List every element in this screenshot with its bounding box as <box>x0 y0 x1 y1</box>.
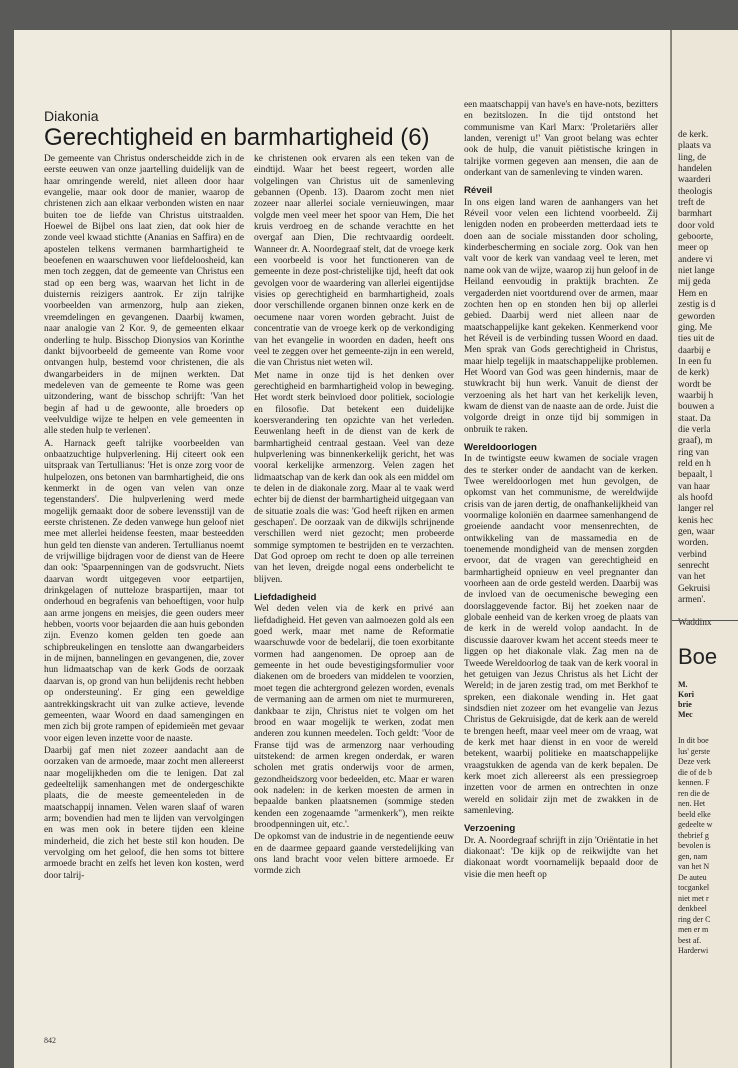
paragraph: een maatschappij van have's en have-nots, bezitters en bezitslozen. In die tijd ontstond het communisme van Karl Marx: 'Proletariërs aller landen, verenigt u!' Van groot belang was echter ook de hulp, die vanuit piëtistische kringen in talrijke vormen gegeven aan mensen, die aan de onderkant van de samenleving te vinden waren. <box>464 100 658 179</box>
text-line: Waddinx <box>678 617 712 628</box>
text-line: M. <box>678 680 688 689</box>
text-line: best af. <box>678 935 702 945</box>
text-line: van het N <box>678 862 710 871</box>
paragraph: In ons eigen land waren de aanhangers van het Réveil voor velen een lichtend voorbeeld. Zij lenigden noden en probeerden metterdaad iets te doen aan de sociale misstanden door scholing, kinderbescherming en sociale zorg. Ook van hen valt voor de kerk van vandaag veel te leren, met name ook van de wijze, waarop zij hun geloof in de Heiland eenvoudig in praktijk brachten. Ze vergaderden niet voortdurend over de armen, maar zochten hen op en stonden hen bij op allerlei gebied. Daarbij werd niet alleen naar de maatschappelijke kant gekeken. Kenmerkend voor het Réveil is de verbinding tussen Woord en daad. Men sprak van Gods gerechtigheid in Christus, maar hielp tegelijk in maatschappelijke problemen. Het Woord van God was geen hindernis, maar de stuwkracht bij hun werk. Vanuit de dienst der verzoening als het hart van het kerkelijk leven, kwam de dienst van de naaste aan de orde. Juist die volgorde dreigt in onze tijd bij sommigen in onbruik te raken. <box>464 197 658 435</box>
text-line: wordt be <box>678 379 712 390</box>
text-line: de kerk. <box>678 130 709 140</box>
paragraph: Wel deden velen via de kerk en privé aan liefdadigheid. Het geven van aalmoezen gold als een goed werk, maar met name de Reformatie waarschuwde voor de bedelarij, die toen exorbitante vormen had aangenomen. De oproep aan de gemeente in het oude bevestigingsformulier voor diakenen om de broeders van middelen te voorzien, moet tegen die achtergrond gelezen worden, evenals de vermaning aan de armen om niet te murmureren, dankbaar te zijn, Christus niet te volgen om het brood en waar mogelijk te werken, zodat men anderen zou kunnen meedelen. Toch geldt: 'Voor de Franse tijd was de armenzorg naar verhouding uitstekend: de armen kregen onderdak, er waren scholen met gratis onderwijs voor de armen, gezondheidszorg voor bedeelden, etc. Maar er waren ook nadelen: in de kerken moesten de armen in bepaalde banken plaatsnemen (sommige steden kenden een zogenaamde "armenkerk"), men reikte broodpenningen uit, etc.'. <box>254 604 454 830</box>
text-line: beeld elke <box>678 809 711 819</box>
text-line: treft de <box>678 198 705 209</box>
text-line: zestig is d <box>678 300 716 311</box>
paragraph: De gemeente van Christus onderscheidde zich in de eerste eeuwen van onze jaartelling duidelijk van de haar omringende wereld, niet alleen door haar evangelie, maar ook door de manier, waarop de christenen zich aan elkaar verbonden wisten en naar buiten toe de liefde van Christus uitstraalden. Hoewel de Bijbel ons laat zien, dat ook hier de zonde veel kwaad stichtte (Ananias en Saffira) en de apostelen telkens vermanen barmhartigheid te beoefenen en waarschuwen voor liefdeloosheid, kan men toch zeggen, dat de gemeente van Christus een stad op een berg was, waarvan het licht in de duisternis reizigers aantrok. Er zijn talrijke voorbeelden van armenzorg, hulp aan zieken, vreemdelingen en gevangenen. Daarbij kwamen, naar analogie van 2 Kor. 9, de gemeenten elkaar onderling te hulp. Bisschop Dionysios van Korinthe dankt bijvoorbeeld de gemeente van Rome voor ontvangen hulp, bestemd voor christenen, die als dwangarbeiders in de mijnen werkten. Dat medeleven van de gemeente te Rome was geen uitzondering, want de bisschop schrijft: 'Van het begin af had u de gewoonte, alle broeders op veelvuldige wijze te helpen en vele gemeenten in alle steden hulp te verlenen'. <box>44 154 244 437</box>
text-line: bevolen is <box>678 841 711 850</box>
text-line: door vold <box>678 220 715 231</box>
section-label: Diakonia <box>44 108 99 124</box>
text-line: Harderwi <box>678 946 709 955</box>
text-line: gedeelte w <box>678 820 713 829</box>
text-line: van haar <box>678 481 711 492</box>
text-line: worden. <box>678 538 709 549</box>
text-line: Mec <box>678 710 693 719</box>
text-line: verbind <box>678 549 707 560</box>
text-line: niet met r <box>678 893 709 903</box>
text-line: gen, waar <box>678 527 715 538</box>
text-line: lus' gerste <box>678 746 710 756</box>
text-line: In dit boe <box>678 736 709 745</box>
text-line: denkbeel <box>678 904 707 913</box>
text-line: theologis <box>678 186 713 197</box>
text-line: van het <box>678 572 706 583</box>
paragraph: A. Harnack geeft talrijke voorbeelden van onbaatzuchtige hulpverlening. Hij citeert ook een uitspraak van Tertullianus: 'Het is onze zorg voor de hulpelozen, ons betonen van barmhartigheid, die ons kenmerkt in de ogen van velen van onze tegenstanders'. Die hulpverlening werd mede mogelijk gemaakt door de sobere levensstijl van de eerste christenen. Ze deden vanwege hun geloof niet mee met allerlei heidense feesten, maar besteedden hun geld ten dienste van anderen. Tertullianus noemt de vrijwillige bijdragen voor de dienst van de Heere dan ook: 'Spaarpenningen van de godsvrucht. Niets daarvan wordt uitgegeven voor eetpartijen, drinkgelagen of nutteloze braspartijen, maar tot onderhoud en begrafenis van behoeftigen, voor hulp aan arme jongens en meisjes, die geen ouders meer hebben, voorts voor bejaarden die aan huis gebonden zijn. Evenzo komen gelden ten goede aan schipbreukelingen en tenslotte aan dwangarbeiders in de mijnen, bannelingen en gevangenen, die, zover hun lidmaatschap van de kerk Gods de oorzaak daarvan is, op grond van hun belijdenis recht hebben op ondersteuning'. Er ging een geweldige aantrekkingskracht uit van zulke actieve, levende gemeenten, waar Woord en daad samengingen en men zich bij grote rampen of epidemieën met gevaar voor eigen leven inzette voor de naaste. <box>44 438 244 744</box>
text-line: waarderi <box>678 175 711 186</box>
text-line: ties uit de <box>678 334 715 345</box>
text-line: waarbij h <box>678 390 714 401</box>
text-line: ring van <box>678 447 709 458</box>
facing-column-text <box>678 130 738 628</box>
text-line: plaats va <box>678 141 712 152</box>
text-line: geworden <box>678 311 715 322</box>
text-line: ring der C <box>678 914 711 924</box>
text-line: De auteu <box>678 872 707 882</box>
article-title: Gerechtigheid en barmhartigheid (6) <box>44 124 430 151</box>
text-line: barmhart <box>678 209 712 220</box>
text-line: gen, nam <box>678 851 708 861</box>
text-line: thebrief g <box>678 830 709 840</box>
subheading-reveil: Réveil <box>464 185 493 197</box>
facing-review-text <box>678 736 738 976</box>
text-line: langer rel <box>678 504 714 515</box>
subheading-wereldoorlogen: Wereldoorlogen <box>464 441 537 453</box>
text-line: brie <box>678 700 692 709</box>
text-line: kennen. F <box>678 778 710 787</box>
divider <box>672 620 738 621</box>
text-line: ren die de <box>678 788 710 798</box>
article-column-2 <box>254 154 454 1034</box>
subheading-liefdadigheid: Liefdadigheid <box>254 592 317 604</box>
paragraph: De opkomst van de industrie in de negentiende eeuw en de daarmee gepaard gaande verstedelijking van ons land bracht voor velen bittere armoede. Er vormde zich <box>254 832 454 877</box>
text-line: mij geda <box>678 277 711 288</box>
paragraph: Daarbij gaf men niet zozeer aandacht aan de oorzaken van de armoede, maar zocht men allereerst naar mogelijkheden om die te lenigen. Dat zal gedeeltelijk samenhangen met de ondergeschikte plaats, die de meeste gemeenteleden in de maatschappij innamen. Velen waren slaaf of waren arm; bovendien had men te lijden van vervolgingen en was men ook in betere tijden een kleine minderheid, die zich het beste stil kon houden. De vervolging om het geloof, die hen soms tot bittere armoede bracht en zelfs het leven kon kosten, werd door talrij- <box>44 745 244 881</box>
paragraph: ke christenen ook ervaren als een teken van de eindtijd. Waar het beest regeert, worden alle volgelingen van Christus uit de samenleving gebannen (Openb. 13). Daarom zocht men niet zozeer naar allerlei sociale vernieuwingen, maar volgde men veel meer het spoor van Hem, Die het kruis verdroeg en de schande verachtte en het overgaf aan Dien, Die rechtvaardig oordeelt. Wanneer dr. A. Noordegraaf stelt, dat de vroege kerk een voorbeeld is voor het functioneren van de gemeente in deze post-christelijke tijd, heeft dat ook gevolgen voor de waardering van allerlei eigentijdse visies op gerechtigheid en barmhartigheid, zoals door verschillende organen binnen onze kerk en de oecumene naar voren worden gebracht. Juist de concentratie van de vroege kerk op de verkondiging van het evangelie in woorden en daden, heeft ons veel te zeggen over het gemeente-zijn in een wereld, die van Christus niet weten wil. <box>254 154 454 369</box>
text-line: die verla <box>678 424 711 435</box>
article-column-3 <box>464 100 658 1035</box>
article-column-1 <box>44 154 244 1034</box>
text-line: niet lange <box>678 266 715 277</box>
text-line: staat. Da <box>678 413 711 424</box>
text-line: meer op <box>678 243 709 254</box>
text-line: ling, de <box>678 152 707 163</box>
page-number: 842 <box>44 1036 56 1045</box>
text-line: Hem en <box>678 288 708 299</box>
text-line: graaf), m <box>678 436 713 447</box>
facing-page <box>672 30 738 1068</box>
text-line: kenis hec <box>678 515 714 526</box>
text-line: bepaalt, l <box>678 470 713 481</box>
text-line: armen'. <box>678 595 706 606</box>
text-line: ging. Me <box>678 322 712 333</box>
text-line: die of de b <box>678 767 712 777</box>
text-line: tocgankel <box>678 883 710 892</box>
text-line: Gekruisi <box>678 583 711 594</box>
paragraph: Dr. A. Noordegraaf schrijft in zijn 'Oriëntatie in het diakonaat': 'De kijk op de reikwijdte van het diakonaat wordt voornamelijk bepaald door de visie die men heeft op <box>464 835 658 880</box>
text-line: geboorte, <box>678 232 714 243</box>
text-line: als hoofd <box>678 493 713 503</box>
paragraph: In de twintigste eeuw kwamen de sociale vragen des te sterker onder de aandacht van de kerken. Twee wereldoorlogen met hun gevolgen, de opkomst van het communisme, de wereldwijde crisis van de jaren dertig, de onafhankelijkheid van voormalige koloniën en daarmee samenhangend de groeiende aandacht voor mensenrechten, de ontwikkeling van de massamedia en de toenemende mondigheid van de mensen zorgden ervoor, dat de vragen van gerechtigheid en barmhartigheid opnieuw en veel pregnanter dan voorheen aan de orde gesteld werden. Daarbij was de invloed van de oecumenische beweging een doorslaggevende factor. Bij het zoeken naar de globale eenheid van de kerken vroeg de plaats van de kerk in de wereld volop aandacht. In de discussie daarover kwam het accent steeds meer te liggen op het diakonale vlak. Zag men na de Tweede Wereldoorlog de taak van de kerk vooral in het getuigen van Jezus Christus als het Licht der Wereld; in de jaren zestig trad, om met Berkhof te spreken, een diakonale wending in. Het gaat sindsdien niet zozeer om het evangelie van Jezus Christus de Gekruisigde, dat de kerk aan de wereld te brengen heeft, maar veel meer om de vraag, wat de kerk met haar dienst in en voor de wereld betekent, waarbij politieke en maatschappelijke vraagstukken de agenda van de kerk bepalen. De kerk moet zich allereerst als een pressiegroep inzetten voor de armen en ontrechten in onze wereld en solidair zijn met de zwakken in de samenleving. <box>464 454 658 816</box>
paragraph: Met name in onze tijd is het denken over gerechtigheid en barmhartigheid volop in beweging. Het wordt sterk beïnvloed door politiek, sociologie en filosofie. Dat betekent een duidelijke koersverandering ten opzichte van het verleden. Eeuwenlang heeft in de dienst van de kerk de barmhartigheid centraal gestaan. Veel van deze hulpverlening was binnenkerkelijk gericht, het was vooral kerkelijke armenzorg. Velen zagen het lidmaatschap van de kerk dan ook als een middel om te delen in de diakonale zorg. Maar al te vaak werd echter bij de dienst der barmhartigheid uitgegaan van de situatie zoals die was: 'God heeft rijken en armen geschapen'. De oorzaak van de dikwijls schrijnende verschillen werd niet gezocht; men probeerde sommige symptomen te bestrijden en te verzachten. Dat God oproep om recht te doen op alle terreinen van het leven, dreigde nogal eens onderbelicht te blijven. <box>254 370 454 585</box>
text-line: handelen <box>678 164 712 175</box>
text-line: Deze verk <box>678 757 711 766</box>
text-line: nen. Het <box>678 799 706 808</box>
text-line: reld en h <box>678 458 711 469</box>
text-line: daarbij e <box>678 345 711 356</box>
text-line: de kerk) <box>678 368 709 379</box>
text-line <box>678 606 738 617</box>
subheading-verzoening: Verzoening <box>464 823 516 835</box>
text-line: senrecht <box>678 561 710 572</box>
text-line: men er m <box>678 925 709 934</box>
text-line: bouwen a <box>678 402 715 413</box>
text-line: In een fu <box>678 356 712 367</box>
text-line: Kori <box>678 690 694 699</box>
text-line: andere vi <box>678 254 713 265</box>
facing-heading: Boe <box>678 644 718 669</box>
